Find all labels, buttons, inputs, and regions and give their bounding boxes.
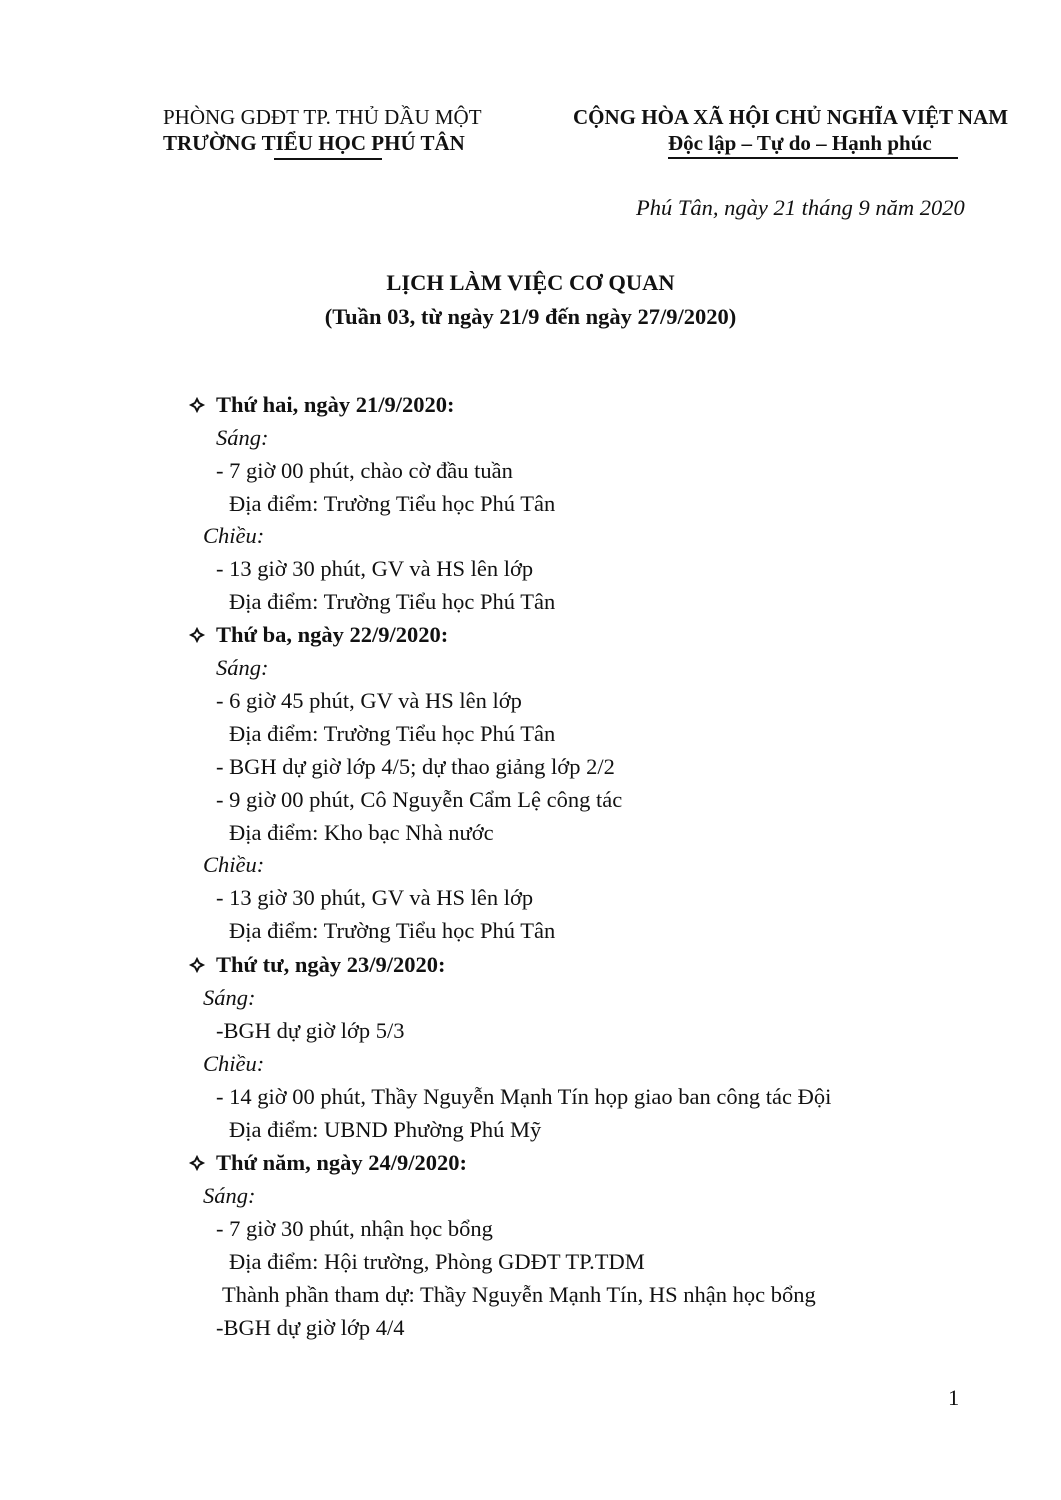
page-number: 1 xyxy=(948,1385,960,1410)
schedule-item: -BGH dự giờ lớp 5/3 xyxy=(216,1018,405,1043)
afternoon-label: Chiều: xyxy=(203,1051,265,1076)
schedule-item: - 14 giờ 00 phút, Thầy Nguyễn Mạnh Tín họp giao ban công tác Đội xyxy=(216,1084,832,1109)
schedule-item: -BGH dự giờ lớp 4/4 xyxy=(216,1315,405,1340)
day-heading-monday xyxy=(188,390,455,420)
diamond-bullet-icon xyxy=(188,956,206,974)
nation-title: CỘNG HÒA XÃ HỘI CHỦ NGHĨA VIỆT NAM xyxy=(573,105,1009,129)
morning-label: Sáng: xyxy=(203,1183,256,1208)
schedule-item: - 13 giờ 30 phút, GV và HS lên lớp xyxy=(216,556,534,581)
schedule-item: - 7 giờ 00 phút, chào cờ đầu tuần xyxy=(216,458,513,483)
school-name: TRƯỜNG TIỂU HỌC PHÚ TÂN xyxy=(163,131,465,155)
day-heading-thursday xyxy=(188,1148,467,1178)
schedule-item: - BGH dự giờ lớp 4/5; dự thao giảng lớp 2/2 xyxy=(216,754,615,779)
afternoon-label: Chiều: xyxy=(203,852,265,877)
day-heading-text: Thứ năm, ngày 24/9/2020: xyxy=(216,1150,468,1175)
day-heading-text: Thứ ba, ngày 22/9/2020: xyxy=(216,622,449,647)
school-name-underline xyxy=(274,158,382,160)
morning-label: Sáng: xyxy=(216,655,269,680)
nation-motto: Độc lập – Tự do – Hạnh phúc xyxy=(668,131,932,155)
document-title: LỊCH LÀM VIỆC CƠ QUAN xyxy=(386,270,675,295)
date-line: Phú Tân, ngày 21 tháng 9 năm 2020 xyxy=(636,195,965,220)
schedule-location: Địa điểm: Trường Tiểu học Phú Tân xyxy=(229,918,556,943)
department-name: PHÒNG GDĐT TP. THỦ DẦU MỘT xyxy=(163,105,482,129)
schedule-item: - 6 giờ 45 phút, GV và HS lên lớp xyxy=(216,688,522,713)
diamond-bullet-icon xyxy=(188,396,206,414)
diamond-bullet-icon xyxy=(188,626,206,644)
day-heading-text: Thứ hai, ngày 21/9/2020: xyxy=(216,392,455,417)
schedule-attendees: Thành phần tham dự: Thầy Nguyễn Mạnh Tín, HS nhận học bổng xyxy=(222,1282,816,1307)
schedule-location: Địa điểm: Hội trường, Phòng GDĐT TP.TDM xyxy=(229,1249,645,1274)
schedule-location: Địa điểm: UBND Phường Phú Mỹ xyxy=(229,1117,542,1142)
schedule-item: - 13 giờ 30 phút, GV và HS lên lớp xyxy=(216,885,534,910)
afternoon-label: Chiều: xyxy=(203,523,265,548)
diamond-bullet-icon xyxy=(188,1154,206,1172)
document-subtitle: (Tuần 03, từ ngày 21/9 đến ngày 27/9/2020) xyxy=(324,304,737,329)
schedule-item: - 7 giờ 30 phút, nhận học bổng xyxy=(216,1216,493,1241)
schedule-location: Địa điểm: Trường Tiểu học Phú Tân xyxy=(229,491,556,516)
day-heading-tuesday xyxy=(188,620,448,650)
schedule-location: Địa điểm: Kho bạc Nhà nước xyxy=(229,820,494,845)
nation-motto-underline xyxy=(668,157,958,159)
schedule-item: - 9 giờ 00 phút, Cô Nguyễn Cẩm Lệ công tác xyxy=(216,787,623,812)
morning-label: Sáng: xyxy=(216,425,269,450)
schedule-location: Địa điểm: Trường Tiểu học Phú Tân xyxy=(229,589,556,614)
schedule-location: Địa điểm: Trường Tiểu học Phú Tân xyxy=(229,721,556,746)
day-heading-text: Thứ tư, ngày 23/9/2020: xyxy=(216,952,446,977)
morning-label: Sáng: xyxy=(203,985,256,1010)
day-heading-wednesday xyxy=(188,950,446,980)
